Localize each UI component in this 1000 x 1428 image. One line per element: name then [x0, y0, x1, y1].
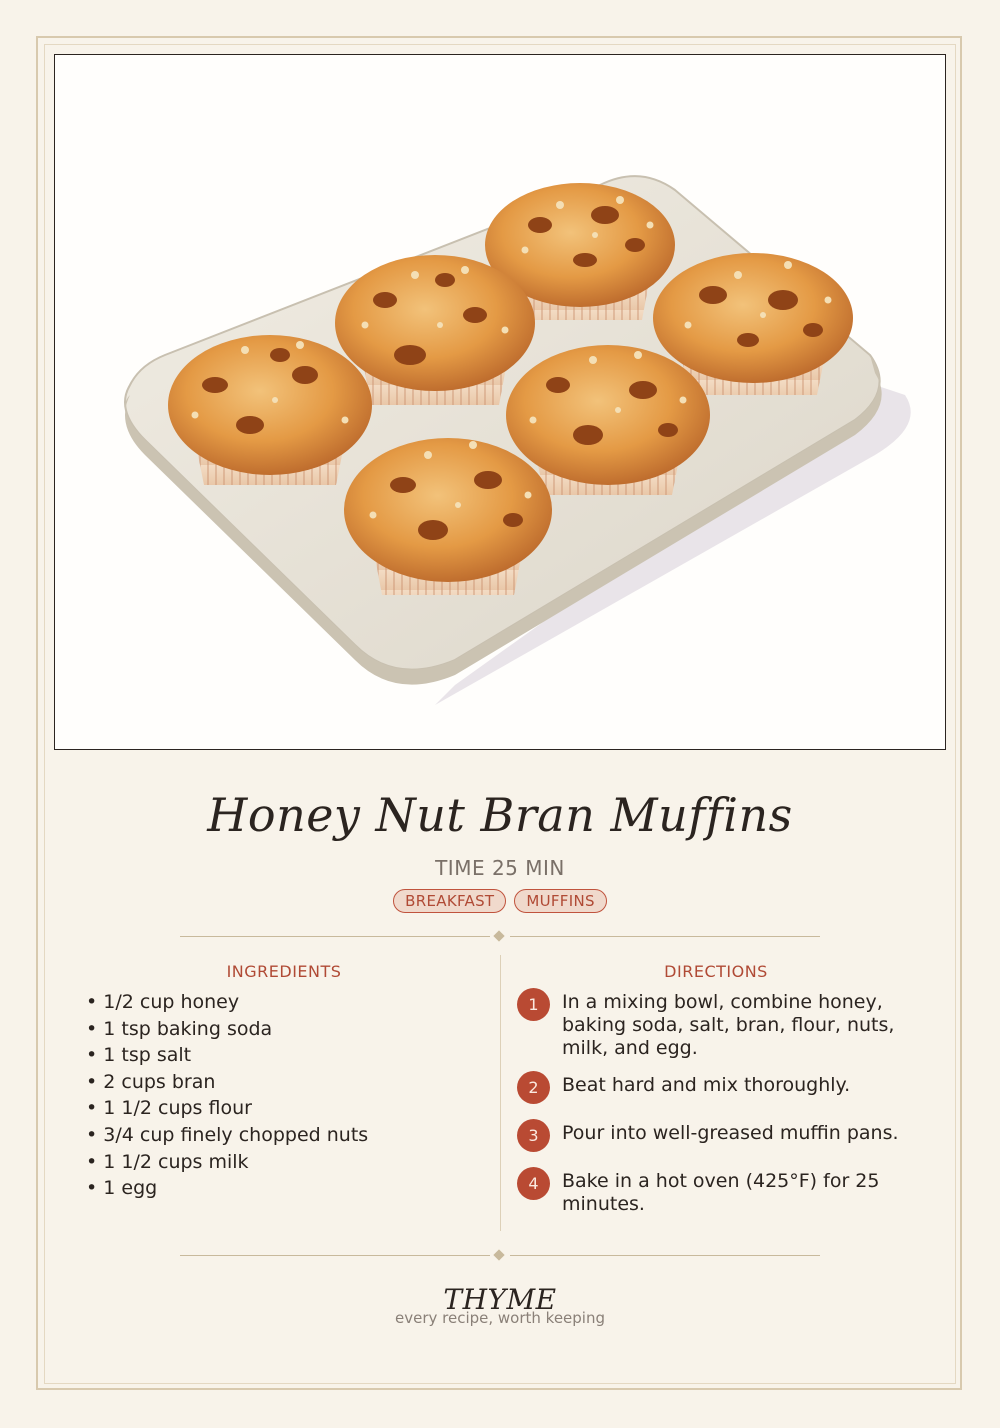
ingredient-item: • 3/4 cup finely chopped nuts: [86, 1122, 368, 1149]
ingredient-item: • 2 cups bran: [86, 1069, 368, 1096]
ingredient-item: • 1 egg: [86, 1175, 368, 1202]
tag-list: [0, 889, 1000, 913]
recipe-photo: [54, 54, 946, 750]
recipe-title: Honey Nut Bran Muffins: [207, 788, 793, 842]
brand-tagline: every recipe, worth keeping: [394, 1309, 605, 1327]
step-text: Pour into well-greased muffin pans.: [562, 1122, 899, 1144]
ingredient-item: • 1 1/2 cups milk: [86, 1149, 368, 1176]
step-number-badge: 4: [517, 1167, 550, 1200]
column-divider: [500, 955, 501, 1231]
ingredient-item: • 1/2 cup honey: [86, 989, 368, 1016]
ingredients-heading: INGREDIENTS: [226, 962, 342, 981]
step-text: Beat hard and mix thoroughly.: [562, 1074, 851, 1096]
directions-heading: DIRECTIONS: [664, 962, 768, 981]
ingredient-item: • 1 tsp salt: [86, 1042, 368, 1069]
ingredient-list: [86, 989, 368, 1202]
divider-bottom: [180, 1250, 820, 1262]
divider-top: [180, 931, 820, 943]
diamond-ornament: [493, 1249, 504, 1260]
step-number-badge: 3: [517, 1119, 550, 1152]
step-text: In a mixing bowl, combine honey, baking soda, salt, bran, flour, nuts, milk, and egg.: [562, 991, 895, 1059]
step-number-badge: 1: [517, 988, 550, 1021]
tag-breakfast[interactable]: BREAKFAST: [393, 889, 506, 913]
ingredient-item: • 1 1/2 cups flour: [86, 1095, 368, 1122]
brand-logo: THYME: [443, 1283, 557, 1316]
cook-time: TIME 25 MIN: [435, 856, 565, 880]
step-number-badge: 2: [517, 1071, 550, 1104]
ingredient-item: • 1 tsp baking soda: [86, 1016, 368, 1043]
tag-muffins[interactable]: MUFFINS: [514, 889, 606, 913]
step-text: Bake in a hot oven (425°F) for 25 minutes.: [562, 1170, 880, 1215]
diamond-ornament: [493, 930, 504, 941]
